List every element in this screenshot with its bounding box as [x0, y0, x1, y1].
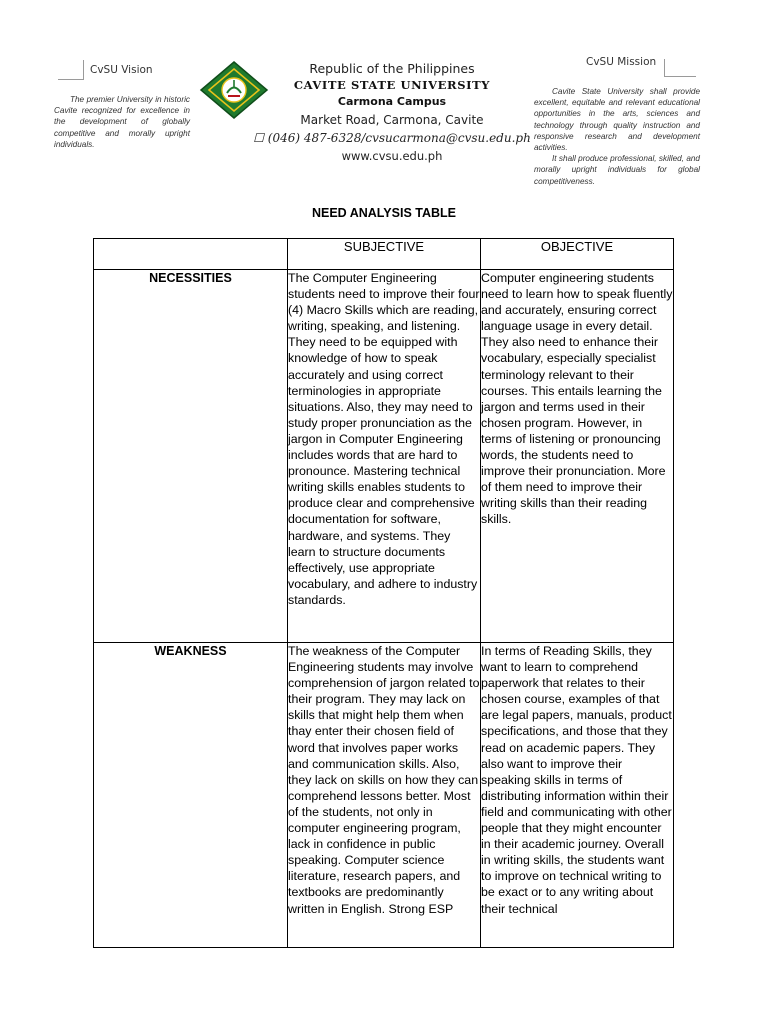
cell-necessities-subjective — [288, 270, 481, 643]
cell-weakness-objective — [481, 643, 674, 948]
cell-text: Computer engineering students need to learn how to speak fluently and accurately, ensuring correct language usage in every detail. They also need to enhance their vocabulary, especially specialist terminology relevant to their courses. This entails learning the jargon and terms used in their chosen program. However, in terms of listening or pronouncing words, the students need to improve their pronunciation. More of them need to improve their writing skills than their reading skills. — [481, 271, 673, 527]
vision-block — [54, 60, 190, 150]
website-line: www.cvsu.edu.ph — [341, 149, 443, 163]
header-corner-cell — [94, 239, 288, 270]
address-line: Market Road, Carmona, Cavite — [300, 113, 484, 127]
contact-text: (046) 487-6328/cvsucarmona@cvsu.edu.ph — [267, 131, 531, 145]
mission-block — [534, 56, 700, 187]
cell-text: In terms of Reading Skills, they want to learn to comprehend paperwork that relates to their chosen course, examples of that are legal papers, manuals, product specifications, and those that they read on academic papers. They also want to improve their speaking skills in terms of distributing information within their field and communicating with other people that they might encounter in their academic journey. Overall in writing skills, the students want to improve on technical writing to be exact or to any writing about their technical — [481, 644, 672, 916]
mission-decorative-rule — [664, 59, 696, 77]
table-row — [94, 643, 674, 948]
university-name: CAVITE STATE UNIVERSITY — [293, 78, 491, 92]
mission-text — [534, 86, 700, 187]
table-header-row — [94, 239, 674, 270]
mission-paragraph-2: It shall produce professional, skilled, and morally upright individuals for global competitiveness. — [534, 154, 700, 186]
header-subjective: SUBJECTIVE — [288, 239, 481, 270]
cell-text: The Computer Engineering students need to improve their four (4) Macro Skills which are reading, writing, speaking, and listening. They need to be equipped with knowledge of how to speak accurately and using correct terminologies in appropriate situations. Also, they may need to study proper pronunciation as the jargon in Computer Engineering includes words that are hard to pronounce. Mastering technical writing skills enables students to produce clear and comprehensive documentation for software, hardware, and systems. They learn to structure documents effectively, use appropriate vocabulary, and adhere to industry standards. — [288, 271, 480, 607]
vision-text: The premier University in historic Cavite recognized for excellence in the development of globally competitive and morally upright individuals. — [54, 95, 190, 149]
contact-line — [252, 129, 532, 147]
mission-paragraph-1: Cavite State University shall provide excellent, equitable and relevant educational opportunities in the arts, sciences and technology through quality instruction and responsive research and development activities. — [534, 87, 700, 153]
letterhead-center — [252, 60, 532, 165]
row-label-necessities: NECESSITIES — [94, 270, 288, 643]
phone-icon: ☐ — [253, 131, 264, 145]
header-objective: OBJECTIVE — [481, 239, 674, 270]
vision-title: CvSU Vision — [90, 64, 153, 76]
need-analysis-table — [93, 238, 674, 948]
cell-weakness-subjective — [288, 643, 481, 948]
campus-name: Carmona Campus — [337, 95, 447, 108]
cell-text: The weakness of the Computer Engineering students may involve comprehension of jargon related to their program. They may lack on skills that might help them when thay enter their chosen field of word that involves paper works and communication skills. Also, they lack on skills on how they can comprehend lessons better. Most of the students, not only in computer engineering program, lack in confidence in public speaking. Computer science literature, research papers, and textbooks are predominantly written in English. Strong ESP — [288, 644, 480, 916]
republic-line: Republic of the Philippines — [309, 61, 475, 76]
vision-decorative-rule — [58, 60, 84, 80]
cell-necessities-objective — [481, 270, 674, 643]
row-label-weakness: WEAKNESS — [94, 643, 288, 948]
table-row — [94, 270, 674, 643]
document-title: NEED ANALYSIS TABLE — [311, 206, 456, 220]
mission-title: CvSU Mission — [586, 56, 657, 68]
